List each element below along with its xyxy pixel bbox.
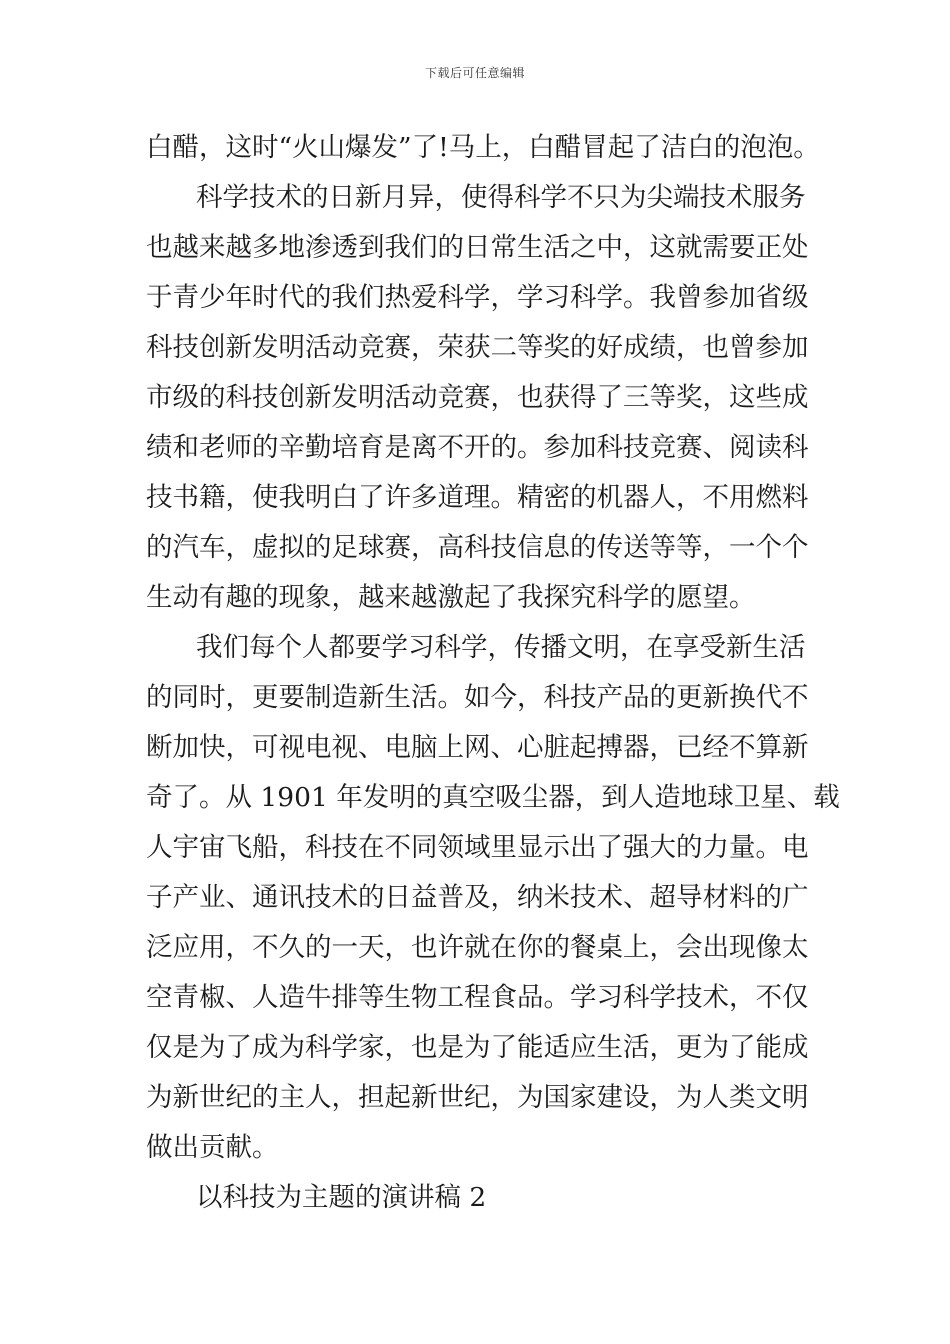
text-line: 做出贡献。 [146,1132,279,1163]
text-line: 泛应用，不久的一天，也许就在你的餐桌上，会出现像太 [146,932,809,963]
text-line: 生动有趣的现象，越来越激起了我探究科学的愿望。 [146,582,756,613]
text-line: 仅是为了成为科学家，也是为了能适应生活，更为了能成 [146,1032,809,1063]
text-line: 空青椒、人造牛排等生物工程食品。学习科学技术，不仅 [146,982,809,1013]
text-line: 技书籍，使我明白了许多道理。精密的机器人，不用燃料 [146,482,809,513]
text-line: 市级的科技创新发明活动竞赛，也获得了三等奖，这些成 [146,382,809,413]
text-line: 的同时，更要制造新生活。如今，科技产品的更新换代不 [146,682,809,713]
text-line: 绩和老师的辛勤培育是离不开的。参加科技竞赛、阅读科 [146,432,809,463]
text-line: 于青少年时代的我们热爱科学，学习科学。我曾参加省级 [146,282,809,313]
text-line: 也越来越多地渗透到我们的日常生活之中，这就需要正处 [146,232,809,263]
paragraph-first-line: 科学技术的日新月异，使得科学不只为尖端技术服务 [196,182,806,213]
text-line: 白醋，这时“火山爆发”了!马上，白醋冒起了洁白的泡泡。 [146,132,820,163]
text-line: 科技创新发明活动竞赛，荣获二等奖的好成绩，也曾参加 [146,332,809,363]
paragraph-first-line: 我们每个人都要学习科学，传播文明，在享受新生活 [196,632,806,663]
page-header: 下载后可任意编辑 [424,66,525,80]
text-line: 的汽车，虚拟的足球赛，高科技信息的传送等等，一个个 [146,532,809,563]
section-heading: 以科技为主题的演讲稿 2 [196,1182,487,1213]
text-line: 人宇宙飞船，科技在不同领域里显示出了强大的力量。电 [146,832,809,863]
text-line: 断加快，可视电视、电脑上网、心脏起搏器，已经不算新 [146,732,809,763]
text-line: 为新世纪的主人，担起新世纪，为国家建设，为人类文明 [146,1082,809,1113]
text-line: 奇了。从 1901 年发明的真空吸尘器，到人造地球卫星、载 [146,782,840,813]
text-line: 子产业、通讯技术的日益普及，纳米技术、超导材料的广 [146,882,809,913]
